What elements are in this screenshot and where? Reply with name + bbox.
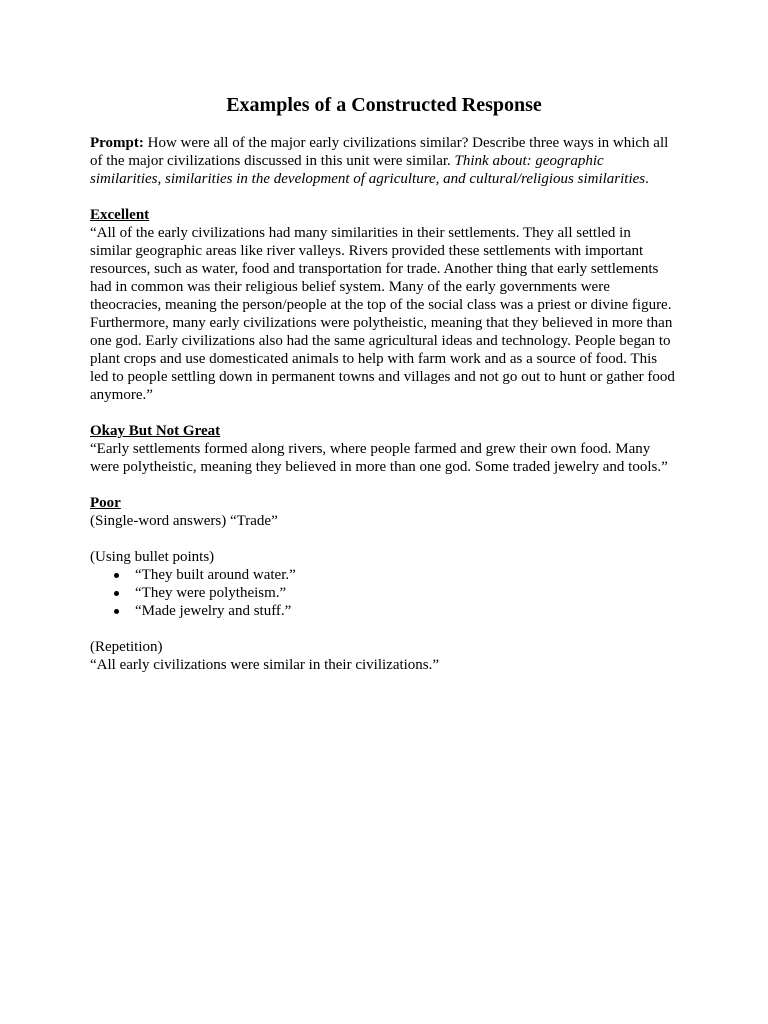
list-item — [90, 602, 710, 620]
document-body — [90, 134, 710, 674]
excellent-response-line: one god. Early civilizations also had the same agricultural ideas and technology. People began to — [90, 333, 671, 349]
excellent-response-line: “All of the early civilizations had many similarities in their settlements. They all settled in — [90, 225, 631, 241]
excellent-response-line: Furthermore, many early civilizations were polytheistic, meaning that they believed in more than — [90, 315, 673, 331]
excellent-response-line: plant crops and use domesticated animals to help with farm work and as a source of food. This — [90, 351, 658, 367]
single-word-note: (Single-word answers) — [90, 513, 227, 529]
excellent-response-line: resources, such as water, food and transportation for trade. Another thing that early settlements — [90, 261, 659, 277]
poor-heading: Poor — [90, 495, 121, 511]
excellent-response-line: anymore.” — [90, 387, 153, 403]
bullet-text: “They built around water.” — [135, 567, 296, 583]
excellent-response-line: led to people settling down in permanent towns and villages and not go out to hunt or gather food — [90, 369, 675, 385]
prompt-line — [90, 134, 710, 152]
okay-section — [90, 422, 710, 476]
single-word-example — [90, 512, 710, 530]
bullet-points-example — [90, 548, 710, 620]
prompt-question-text: How were all of the major early civilizations similar? Describe three ways in which all — [147, 135, 669, 151]
prompt-label: Prompt: — [90, 135, 144, 151]
bullet-icon — [114, 609, 119, 614]
repetition-example — [90, 638, 710, 674]
prompt-end-punctuation: . — [645, 171, 649, 187]
repetition-note: (Repetition) — [90, 639, 163, 655]
bullet-text: “They were polytheism.” — [135, 585, 287, 601]
list-item — [90, 566, 710, 584]
repetition-answer: “All early civilizations were similar in their civilizations.” — [90, 657, 440, 673]
okay-response-line: “Early settlements formed along rivers, where people farmed and grew their own food. Many — [90, 441, 651, 457]
bullet-icon — [114, 591, 119, 596]
excellent-response-line: theocracies, meaning the person/people at the top of the social class was a priest or divine figure. — [90, 297, 672, 313]
excellent-heading: Excellent — [90, 207, 150, 223]
prompt-line — [90, 152, 710, 170]
prompt-section — [90, 134, 710, 188]
single-word-answer: “Trade” — [229, 513, 278, 529]
okay-heading: Okay But Not Great — [90, 423, 221, 439]
bullet-points-note: (Using bullet points) — [90, 549, 215, 565]
list-item — [90, 584, 710, 602]
bullet-icon — [114, 573, 119, 578]
prompt-think-about-text: Think about: geographic — [454, 153, 604, 169]
poor-section — [90, 494, 710, 674]
page-title: Examples of a Constructed Response — [226, 94, 542, 116]
prompt-question-text: of the major civilizations discussed in this unit were similar. — [90, 153, 451, 169]
excellent-response-line: similar geographic areas like river valleys. Rivers provided these settlements with important — [90, 243, 644, 259]
okay-response-line: were polytheistic, meaning they believed in more than one god. Some traded jewelry and tools.” — [90, 459, 668, 475]
prompt-line — [90, 170, 710, 188]
bullet-text: “Made jewelry and stuff.” — [135, 603, 292, 619]
excellent-section — [90, 206, 710, 404]
excellent-response-line: had in common was their religious belief system. Many of the early governments were — [90, 279, 610, 295]
prompt-think-about-text: similarities, similarities in the development of agriculture, and cultural/religious similarities — [90, 171, 646, 187]
